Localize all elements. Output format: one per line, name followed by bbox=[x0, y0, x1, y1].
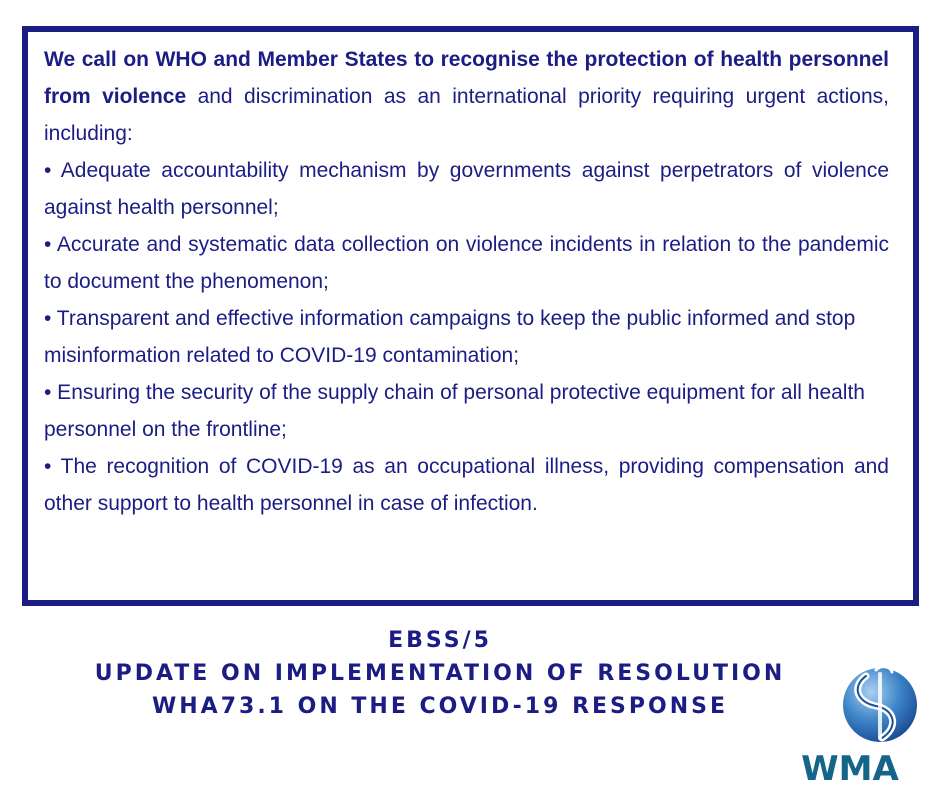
bullet-accountability: • Adequate accountability mechanism by governments against perpetrators of violence against health personnel; bbox=[44, 159, 889, 219]
bullet-information-campaigns-cont: misinformation related to COVID-19 contamination; bbox=[44, 344, 520, 367]
statement-intro-bold: We call on WHO and Member States to recognise the protection of health personnel from violence bbox=[44, 48, 889, 108]
wma-wordmark: WMA bbox=[801, 749, 899, 784]
statement-text bbox=[44, 41, 889, 522]
bullet-information-campaigns: • Transparent and effective information campaigns to keep the public informed and stop bbox=[44, 307, 856, 330]
bullet-supply-chain-cont: personnel on the frontline; bbox=[44, 418, 287, 441]
bullet-supply-chain: • Ensuring the security of the supply chain of personal protective equipment for all health bbox=[44, 381, 865, 404]
statement-box bbox=[22, 26, 919, 606]
heading-title-line2: WHA73.1 ON THE COVID-19 RESPONSE bbox=[152, 694, 728, 719]
wma-globe-serpent-icon bbox=[778, 662, 924, 784]
statement-intro-rest: and discrimination as an international priority requiring urgent actions, including: bbox=[44, 85, 889, 145]
wma-logo bbox=[778, 662, 924, 784]
heading-code: EBSS/5 bbox=[388, 628, 492, 653]
heading-title-line1: UPDATE ON IMPLEMENTATION OF RESOLUTION bbox=[94, 661, 786, 686]
bullet-data-collection: • Accurate and systematic data collection on violence incidents in relation to the pandemic to document the phenomenon; bbox=[44, 233, 889, 293]
statement-intro bbox=[44, 41, 889, 152]
document-heading bbox=[40, 624, 840, 723]
bullet-occupational-illness: • The recognition of COVID-19 as an occupational illness, providing compensation and other support to health personnel in case of infection. bbox=[44, 455, 889, 515]
